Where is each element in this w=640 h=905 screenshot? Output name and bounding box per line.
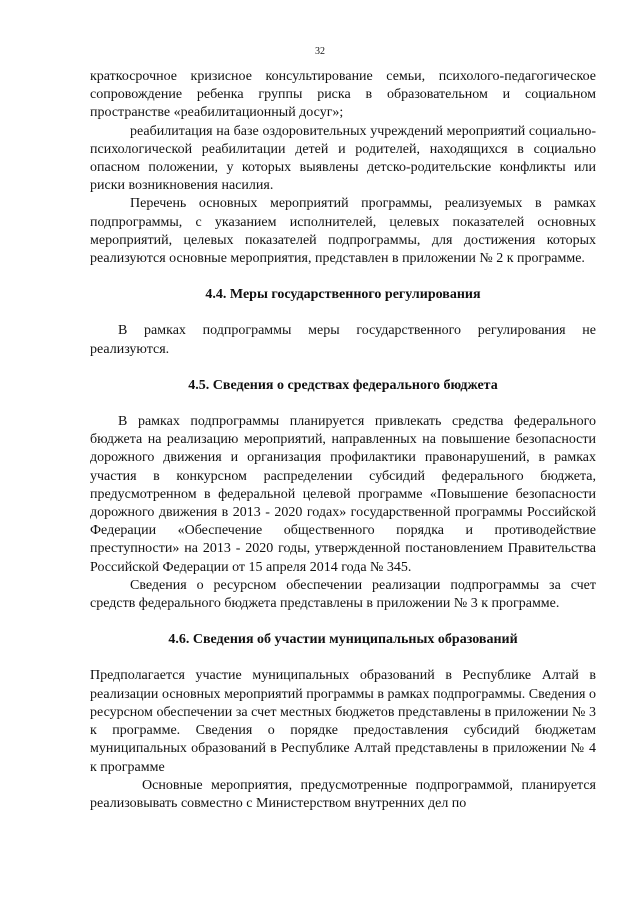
section-heading-4-5: 4.5. Сведения о средствах федерального бюджета — [188, 377, 498, 393]
section-heading-4-6: 4.6. Сведения об участии муниципальных образований — [168, 632, 518, 648]
paragraph-federal-budget: В рамках подпрограммы планируется привлекать средства федерального бюджета на реализацию мероприятий, направленных на повышение безопасности дорожного движения и организация профилактики правонарушений, в рамках участия в конкурсном распределении субсидий федерального бюджета, предусмотренном в федеральной целевой программе «Повышение безопасности дорожного движения в 2013 - 2020 годах» государственной программы Российской Федерации «Обеспечение общественного порядка и противодействие преступности» на 2013 - 2020 годы, утвержденной постановлением Правительства Российской Федерации от 15 апреля 2014 года № 345. — [90, 414, 596, 575]
paragraph-joint-implementation: Основные мероприятия, предусмотренные подпрограммой, планируется реализовывать совместно с Министерством внутренних дел по — [90, 777, 596, 811]
paragraph-counseling: краткосрочное кризисное консультирование семьи, психолого-педагогическое сопровождение ребенка группы риска в образовательном и социальном пространстве «реабилитационный досуг»; — [90, 69, 596, 121]
document-body — [90, 68, 596, 813]
paragraph-rehabilitation: реабилитация на базе оздоровительных учреждений мероприятий социально-психологической реабилитации детей и родителей, находящихся в социально опасном положении, у которых выявлены детско-родительские конфликты или риски возникновения насилия. — [90, 123, 596, 194]
paragraph-measures-list: Перечень основных мероприятий программы, реализуемых в рамках подпрограммы, с указанием исполнителей, целевых показателей основных мероприятий, целевых показателей подпрограммы, для достижения которых реализуются основные мероприятия, представлен в приложении № 2 к программе. — [90, 196, 596, 267]
paragraph-municipal-participation: Предполагается участие муниципальных образований в Республике Алтай в реализации основных мероприятий программы в рамках подпрограммы. Сведения о ресурсном обеспечении за счет местных бюджетов представлены в приложении № 3 к программе. Сведения о порядке предоставления субсидий бюджетам муниципальных образований в Республике Алтай представлены в приложении № 4 к программе — [90, 668, 596, 775]
section-heading-4-4: 4.4. Меры государственного регулирования — [205, 287, 481, 303]
page-number: 32 — [315, 46, 325, 57]
paragraph-state-regulation: В рамках подпрограммы меры государственного регулирования не реализуются. — [90, 323, 596, 357]
paragraph-federal-resources: Сведения о ресурсном обеспечении реализации подпрограммы за счет средств федерального бюджета представлены в приложении № 3 к программе. — [90, 577, 596, 612]
